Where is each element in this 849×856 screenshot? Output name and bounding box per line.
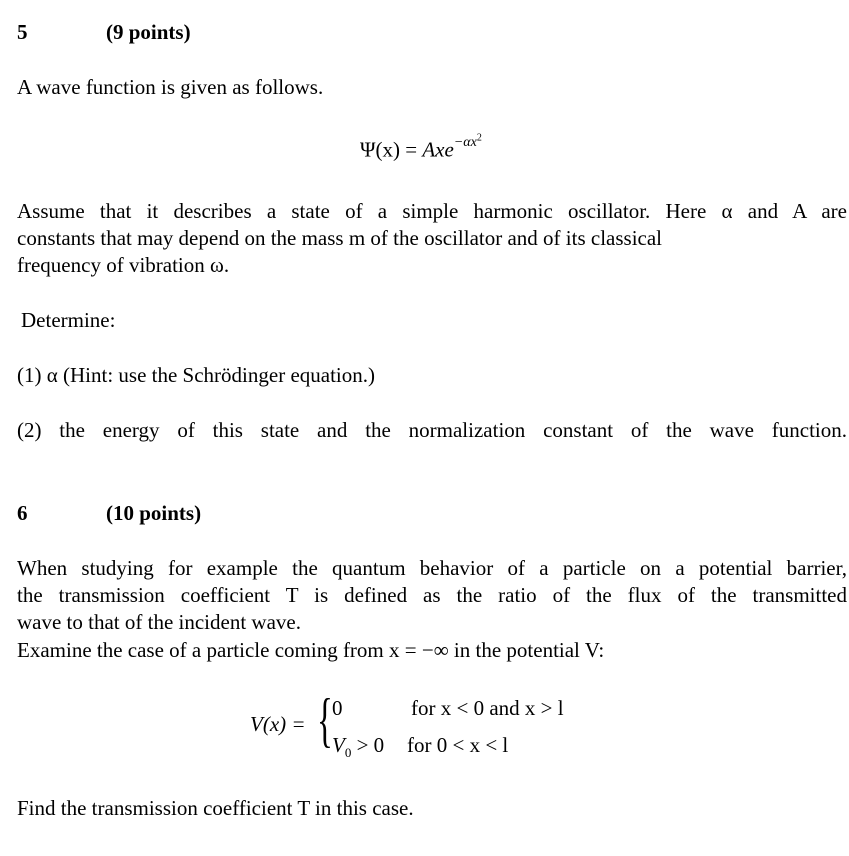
q5-assume-paragraph	[17, 198, 847, 279]
q5-assume-line-2: constants that may depend on the mass m of the oscillator and of its classical	[17, 226, 663, 250]
case1-condition: for x < 0 and x > l	[411, 696, 564, 720]
q5-formula-exponent: −αx2	[453, 132, 482, 150]
q5-formula-lhs: Ψ(x) =	[360, 137, 423, 162]
q5-points: (9 points)	[106, 20, 191, 44]
q5-item-2: (2) the energy of this state and the normalization constant of the wave function.	[17, 418, 847, 442]
q5-number: 5	[17, 20, 28, 44]
q6-examine: Examine the case of a particle coming from x = −∞ in the potential V:	[17, 638, 605, 662]
q6-number: 6	[17, 501, 28, 525]
case1-value: 0	[332, 696, 343, 720]
q6-paragraph	[17, 555, 847, 636]
q5-assume-line-3: frequency of vibration ω.	[17, 253, 230, 277]
case2-value: $V_0 > 0$	[332, 733, 385, 761]
q5-assume-line-1: Assume that it describes a state of a simple harmonic oscillator. Here α and A are	[17, 199, 847, 223]
q5-wave-function	[360, 132, 482, 163]
q5-formula-base: Axe	[422, 137, 454, 162]
q6-line-3: wave to that of the incident wave.	[17, 610, 301, 634]
q6-find: Find the transmission coefficient T in this case.	[17, 796, 414, 820]
q6-line-1: When studying for example the quantum behavior of a particle on a potential barrier,	[17, 556, 847, 580]
case2-condition: for 0 < x < l	[407, 733, 509, 757]
potential-lhs: V(x) =	[250, 712, 306, 736]
q5-determine: Determine:	[21, 308, 116, 332]
q6-points: (10 points)	[106, 501, 202, 525]
q6-line-2: the transmission coefficient T is defined as the ratio of the flux of the transmitted	[17, 583, 847, 607]
piecewise-brace: {	[317, 687, 333, 753]
q5-intro: A wave function is given as follows.	[17, 75, 324, 99]
q5-item-1: (1) α (Hint: use the Schrödinger equation.)	[17, 363, 375, 387]
